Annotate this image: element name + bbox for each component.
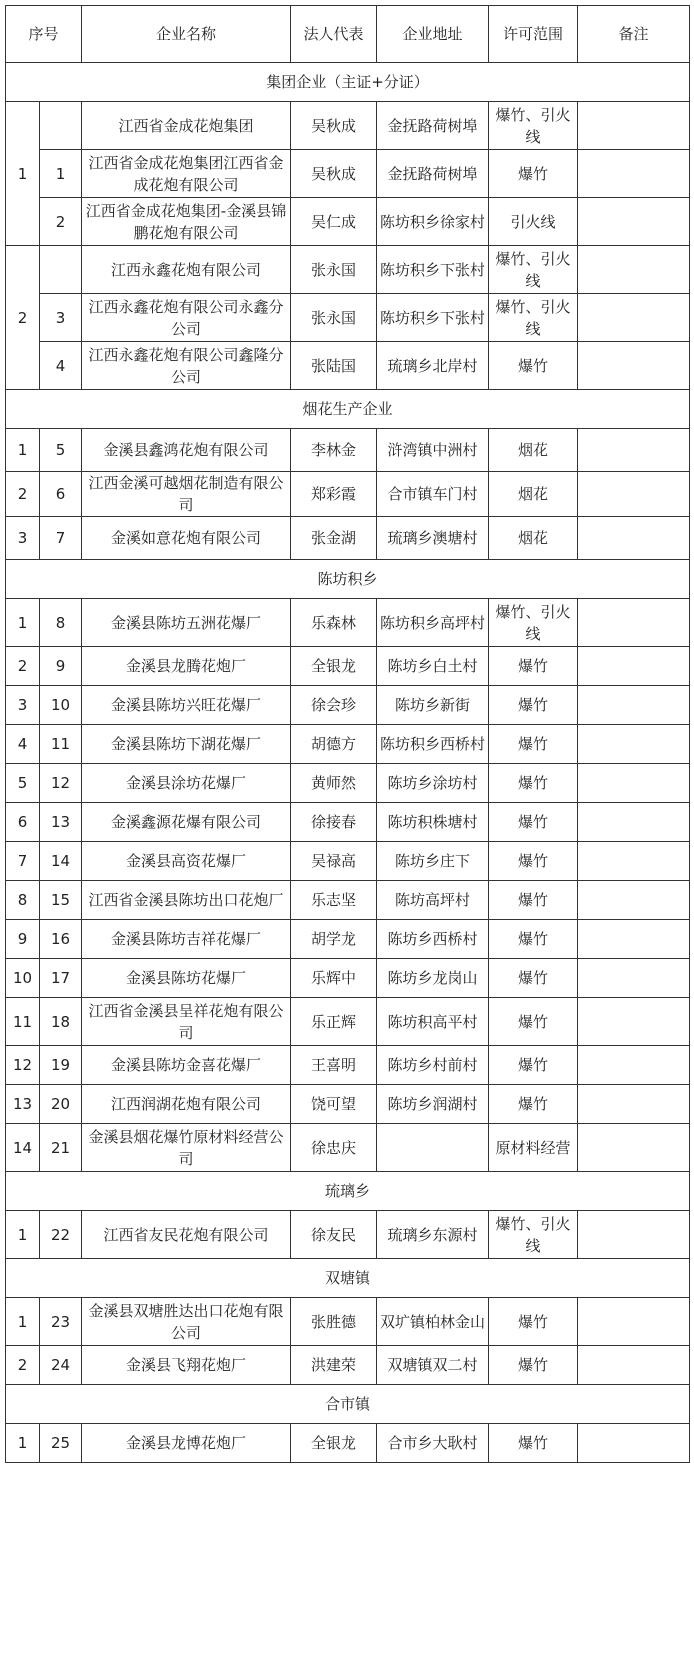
cell-note bbox=[578, 881, 690, 920]
cell-seq: 1 bbox=[6, 1298, 40, 1346]
table-body bbox=[6, 63, 690, 1463]
cell-note bbox=[578, 294, 690, 342]
cell-no: 9 bbox=[40, 647, 82, 686]
section-row bbox=[6, 63, 690, 102]
cell-address: 陈坊积乡下张村 bbox=[377, 246, 489, 294]
cell-note bbox=[578, 472, 690, 517]
cell-name: 金溪县陈坊下湖花爆厂 bbox=[82, 725, 291, 764]
cell-scope: 爆竹 bbox=[489, 764, 578, 803]
cell-seq: 5 bbox=[6, 764, 40, 803]
cell-rep: 王喜明 bbox=[291, 1046, 377, 1085]
cell-note bbox=[578, 1346, 690, 1385]
section-title: 琉璃乡 bbox=[6, 1172, 690, 1211]
cell-address: 陈坊积乡高坪村 bbox=[377, 599, 489, 647]
cell-note bbox=[578, 959, 690, 998]
cell-no bbox=[40, 102, 82, 150]
cell-name: 金溪县陈坊兴旺花爆厂 bbox=[82, 686, 291, 725]
cell-rep: 胡学龙 bbox=[291, 920, 377, 959]
table-row bbox=[6, 803, 690, 842]
cell-scope: 爆竹 bbox=[489, 959, 578, 998]
cell-scope: 爆竹、引火线 bbox=[489, 294, 578, 342]
table-row bbox=[6, 1046, 690, 1085]
cell-scope: 爆竹 bbox=[489, 686, 578, 725]
cell-address bbox=[377, 1124, 489, 1172]
cell-scope: 爆竹 bbox=[489, 803, 578, 842]
cell-note bbox=[578, 725, 690, 764]
cell-note bbox=[578, 686, 690, 725]
table-row bbox=[6, 959, 690, 998]
cell-scope: 爆竹 bbox=[489, 842, 578, 881]
cell-rep: 徐忠庆 bbox=[291, 1124, 377, 1172]
cell-address: 陈坊高坪村 bbox=[377, 881, 489, 920]
table-row bbox=[6, 686, 690, 725]
table-row bbox=[6, 429, 690, 472]
cell-name: 金溪县高资花爆厂 bbox=[82, 842, 291, 881]
table-row bbox=[6, 150, 690, 198]
cell-name: 江西省金溪县陈坊出口花炮厂 bbox=[82, 881, 291, 920]
cell-seq: 1 bbox=[6, 599, 40, 647]
table-row bbox=[6, 102, 690, 150]
cell-name: 江西省金成花炮集团-金溪县锦鹏花炮有限公司 bbox=[82, 198, 291, 246]
cell-seq: 7 bbox=[6, 842, 40, 881]
cell-name: 金溪县飞翔花炮厂 bbox=[82, 1346, 291, 1385]
cell-note bbox=[578, 1085, 690, 1124]
cell-no bbox=[40, 246, 82, 294]
table-row bbox=[6, 294, 690, 342]
cell-no: 15 bbox=[40, 881, 82, 920]
cell-rep: 张陆国 bbox=[291, 342, 377, 390]
table-row bbox=[6, 1124, 690, 1172]
cell-rep: 全银龙 bbox=[291, 1424, 377, 1463]
cell-address: 双塘镇双二村 bbox=[377, 1346, 489, 1385]
cell-note bbox=[578, 102, 690, 150]
cell-name: 江西省金溪县呈祥花炮有限公司 bbox=[82, 998, 291, 1046]
cell-address: 陈坊积株塘村 bbox=[377, 803, 489, 842]
cell-rep: 徐友民 bbox=[291, 1211, 377, 1259]
cell-name: 江西永鑫花炮有限公司鑫隆分公司 bbox=[82, 342, 291, 390]
section-title: 烟花生产企业 bbox=[6, 390, 690, 429]
table-row bbox=[6, 517, 690, 560]
cell-seq: 1 bbox=[6, 429, 40, 472]
cell-rep: 乐森林 bbox=[291, 599, 377, 647]
cell-seq: 12 bbox=[6, 1046, 40, 1085]
cell-rep: 郑彩霞 bbox=[291, 472, 377, 517]
cell-rep: 李林金 bbox=[291, 429, 377, 472]
cell-scope: 爆竹、引火线 bbox=[489, 246, 578, 294]
table-header bbox=[6, 6, 690, 63]
cell-address: 双圹镇柏林金山 bbox=[377, 1298, 489, 1346]
cell-address: 陈坊乡西桥村 bbox=[377, 920, 489, 959]
cell-no: 3 bbox=[40, 294, 82, 342]
cell-note bbox=[578, 803, 690, 842]
section-row bbox=[6, 1259, 690, 1298]
cell-scope: 爆竹 bbox=[489, 342, 578, 390]
cell-no: 14 bbox=[40, 842, 82, 881]
cell-address: 合市镇车门村 bbox=[377, 472, 489, 517]
cell-address: 金抚路荷树埠 bbox=[377, 102, 489, 150]
cell-no: 10 bbox=[40, 686, 82, 725]
header-scope: 许可范围 bbox=[489, 6, 578, 63]
cell-address: 陈坊乡村前村 bbox=[377, 1046, 489, 1085]
cell-note bbox=[578, 1211, 690, 1259]
cell-no: 21 bbox=[40, 1124, 82, 1172]
cell-rep: 胡德方 bbox=[291, 725, 377, 764]
cell-address: 陈坊积高平村 bbox=[377, 998, 489, 1046]
cell-name: 金溪县陈坊五洲花爆厂 bbox=[82, 599, 291, 647]
cell-address: 琉璃乡东源村 bbox=[377, 1211, 489, 1259]
cell-note bbox=[578, 920, 690, 959]
cell-seq: 3 bbox=[6, 517, 40, 560]
cell-name: 金溪鑫源花爆有限公司 bbox=[82, 803, 291, 842]
cell-scope: 爆竹 bbox=[489, 920, 578, 959]
cell-name: 江西永鑫花炮有限公司 bbox=[82, 246, 291, 294]
cell-name: 江西省友民花炮有限公司 bbox=[82, 1211, 291, 1259]
cell-no: 17 bbox=[40, 959, 82, 998]
cell-no: 22 bbox=[40, 1211, 82, 1259]
cell-name: 金溪县涂坊花爆厂 bbox=[82, 764, 291, 803]
cell-seq: 3 bbox=[6, 686, 40, 725]
table-row bbox=[6, 647, 690, 686]
header-address: 企业地址 bbox=[377, 6, 489, 63]
table-row bbox=[6, 599, 690, 647]
cell-note bbox=[578, 1046, 690, 1085]
cell-rep: 张胜德 bbox=[291, 1298, 377, 1346]
cell-no: 13 bbox=[40, 803, 82, 842]
cell-rep: 张永国 bbox=[291, 294, 377, 342]
cell-scope: 爆竹、引火线 bbox=[489, 102, 578, 150]
cell-no: 1 bbox=[40, 150, 82, 198]
header-note: 备注 bbox=[578, 6, 690, 63]
cell-seq: 1 bbox=[6, 102, 40, 246]
cell-scope: 爆竹 bbox=[489, 725, 578, 764]
cell-scope: 爆竹 bbox=[489, 1346, 578, 1385]
cell-no: 23 bbox=[40, 1298, 82, 1346]
cell-note bbox=[578, 150, 690, 198]
cell-scope: 爆竹 bbox=[489, 150, 578, 198]
header-seq: 序号 bbox=[6, 6, 82, 63]
cell-note bbox=[578, 1124, 690, 1172]
table-row bbox=[6, 1298, 690, 1346]
cell-scope: 爆竹、引火线 bbox=[489, 599, 578, 647]
cell-no: 6 bbox=[40, 472, 82, 517]
cell-name: 江西省金成花炮集团 bbox=[82, 102, 291, 150]
cell-no: 20 bbox=[40, 1085, 82, 1124]
table-row bbox=[6, 342, 690, 390]
table-row bbox=[6, 920, 690, 959]
table-row bbox=[6, 246, 690, 294]
cell-no: 18 bbox=[40, 998, 82, 1046]
cell-address: 合市乡大耿村 bbox=[377, 1424, 489, 1463]
cell-scope: 爆竹 bbox=[489, 1298, 578, 1346]
cell-note bbox=[578, 342, 690, 390]
section-row bbox=[6, 390, 690, 429]
cell-note bbox=[578, 599, 690, 647]
cell-address: 金抚路荷树埠 bbox=[377, 150, 489, 198]
cell-address: 陈坊积乡徐家村 bbox=[377, 198, 489, 246]
table-row bbox=[6, 1424, 690, 1463]
cell-scope: 爆竹 bbox=[489, 1046, 578, 1085]
cell-name: 金溪县双塘胜达出口花炮有限公司 bbox=[82, 1298, 291, 1346]
cell-scope: 爆竹 bbox=[489, 1085, 578, 1124]
cell-no: 24 bbox=[40, 1346, 82, 1385]
cell-rep: 饶可望 bbox=[291, 1085, 377, 1124]
cell-note bbox=[578, 198, 690, 246]
cell-name: 金溪县鑫鸿花炮有限公司 bbox=[82, 429, 291, 472]
cell-no: 19 bbox=[40, 1046, 82, 1085]
cell-scope: 烟花 bbox=[489, 429, 578, 472]
section-row bbox=[6, 1385, 690, 1424]
cell-no: 5 bbox=[40, 429, 82, 472]
cell-rep: 洪建荣 bbox=[291, 1346, 377, 1385]
cell-no: 2 bbox=[40, 198, 82, 246]
cell-rep: 吴秋成 bbox=[291, 102, 377, 150]
cell-name: 金溪县陈坊金喜花爆厂 bbox=[82, 1046, 291, 1085]
cell-seq: 2 bbox=[6, 246, 40, 390]
cell-seq: 9 bbox=[6, 920, 40, 959]
cell-scope: 爆竹 bbox=[489, 647, 578, 686]
cell-address: 陈坊积乡下张村 bbox=[377, 294, 489, 342]
cell-seq: 10 bbox=[6, 959, 40, 998]
cell-seq: 11 bbox=[6, 998, 40, 1046]
cell-name: 江西润湖花炮有限公司 bbox=[82, 1085, 291, 1124]
cell-note bbox=[578, 429, 690, 472]
cell-note bbox=[578, 842, 690, 881]
cell-no: 16 bbox=[40, 920, 82, 959]
table-row bbox=[6, 1211, 690, 1259]
cell-scope: 烟花 bbox=[489, 517, 578, 560]
cell-seq: 8 bbox=[6, 881, 40, 920]
section-row bbox=[6, 560, 690, 599]
cell-note bbox=[578, 998, 690, 1046]
cell-rep: 吴仁成 bbox=[291, 198, 377, 246]
table-row bbox=[6, 881, 690, 920]
header-name: 企业名称 bbox=[82, 6, 291, 63]
cell-address: 陈坊乡龙岗山 bbox=[377, 959, 489, 998]
cell-rep: 吴禄高 bbox=[291, 842, 377, 881]
cell-name: 金溪县烟花爆竹原材料经营公司 bbox=[82, 1124, 291, 1172]
cell-no: 25 bbox=[40, 1424, 82, 1463]
cell-scope: 爆竹 bbox=[489, 1424, 578, 1463]
cell-name: 金溪县陈坊吉祥花爆厂 bbox=[82, 920, 291, 959]
cell-address: 琉璃乡北岸村 bbox=[377, 342, 489, 390]
cell-address: 浒湾镇中洲村 bbox=[377, 429, 489, 472]
cell-address: 陈坊乡白土村 bbox=[377, 647, 489, 686]
cell-scope: 爆竹 bbox=[489, 998, 578, 1046]
table-row bbox=[6, 198, 690, 246]
section-title: 双塘镇 bbox=[6, 1259, 690, 1298]
cell-seq: 2 bbox=[6, 472, 40, 517]
enterprise-table bbox=[5, 5, 690, 1463]
cell-address: 陈坊乡涂坊村 bbox=[377, 764, 489, 803]
cell-seq: 1 bbox=[6, 1211, 40, 1259]
cell-scope: 爆竹 bbox=[489, 881, 578, 920]
cell-note bbox=[578, 1424, 690, 1463]
cell-name: 金溪县陈坊花爆厂 bbox=[82, 959, 291, 998]
cell-address: 陈坊乡润湖村 bbox=[377, 1085, 489, 1124]
cell-seq: 4 bbox=[6, 725, 40, 764]
cell-name: 江西省金成花炮集团江西省金成花炮有限公司 bbox=[82, 150, 291, 198]
cell-no: 4 bbox=[40, 342, 82, 390]
cell-address: 陈坊乡新街 bbox=[377, 686, 489, 725]
table-row bbox=[6, 764, 690, 803]
cell-scope: 爆竹、引火线 bbox=[489, 1211, 578, 1259]
cell-rep: 全银龙 bbox=[291, 647, 377, 686]
cell-rep: 乐辉中 bbox=[291, 959, 377, 998]
cell-no: 8 bbox=[40, 599, 82, 647]
cell-name: 金溪如意花炮有限公司 bbox=[82, 517, 291, 560]
header-rep: 法人代表 bbox=[291, 6, 377, 63]
table-row bbox=[6, 1346, 690, 1385]
table-row bbox=[6, 998, 690, 1046]
cell-seq: 2 bbox=[6, 1346, 40, 1385]
cell-seq: 1 bbox=[6, 1424, 40, 1463]
cell-address: 陈坊乡庄下 bbox=[377, 842, 489, 881]
cell-seq: 14 bbox=[6, 1124, 40, 1172]
table-row bbox=[6, 842, 690, 881]
cell-seq: 6 bbox=[6, 803, 40, 842]
cell-seq: 2 bbox=[6, 647, 40, 686]
cell-no: 11 bbox=[40, 725, 82, 764]
section-row bbox=[6, 1172, 690, 1211]
cell-no: 7 bbox=[40, 517, 82, 560]
cell-note bbox=[578, 647, 690, 686]
cell-name: 江西金溪可越烟花制造有限公司 bbox=[82, 472, 291, 517]
table-row bbox=[6, 725, 690, 764]
cell-note bbox=[578, 764, 690, 803]
table-row bbox=[6, 1085, 690, 1124]
cell-rep: 张金湖 bbox=[291, 517, 377, 560]
cell-rep: 乐正辉 bbox=[291, 998, 377, 1046]
cell-scope: 引火线 bbox=[489, 198, 578, 246]
cell-name: 金溪县龙博花炮厂 bbox=[82, 1424, 291, 1463]
cell-rep: 吴秋成 bbox=[291, 150, 377, 198]
cell-rep: 徐接春 bbox=[291, 803, 377, 842]
section-title: 合市镇 bbox=[6, 1385, 690, 1424]
cell-note bbox=[578, 246, 690, 294]
cell-rep: 张永国 bbox=[291, 246, 377, 294]
cell-no: 12 bbox=[40, 764, 82, 803]
cell-note bbox=[578, 517, 690, 560]
cell-seq: 13 bbox=[6, 1085, 40, 1124]
section-title: 集团企业（主证+分证） bbox=[6, 63, 690, 102]
cell-rep: 徐会珍 bbox=[291, 686, 377, 725]
cell-scope: 原材料经营 bbox=[489, 1124, 578, 1172]
cell-address: 陈坊积乡西桥村 bbox=[377, 725, 489, 764]
cell-name: 江西永鑫花炮有限公司永鑫分公司 bbox=[82, 294, 291, 342]
cell-rep: 乐志坚 bbox=[291, 881, 377, 920]
cell-note bbox=[578, 1298, 690, 1346]
cell-name: 金溪县龙腾花炮厂 bbox=[82, 647, 291, 686]
cell-address: 琉璃乡澳塘村 bbox=[377, 517, 489, 560]
cell-rep: 黄师然 bbox=[291, 764, 377, 803]
section-title: 陈坊积乡 bbox=[6, 560, 690, 599]
table-row bbox=[6, 472, 690, 517]
cell-scope: 烟花 bbox=[489, 472, 578, 517]
